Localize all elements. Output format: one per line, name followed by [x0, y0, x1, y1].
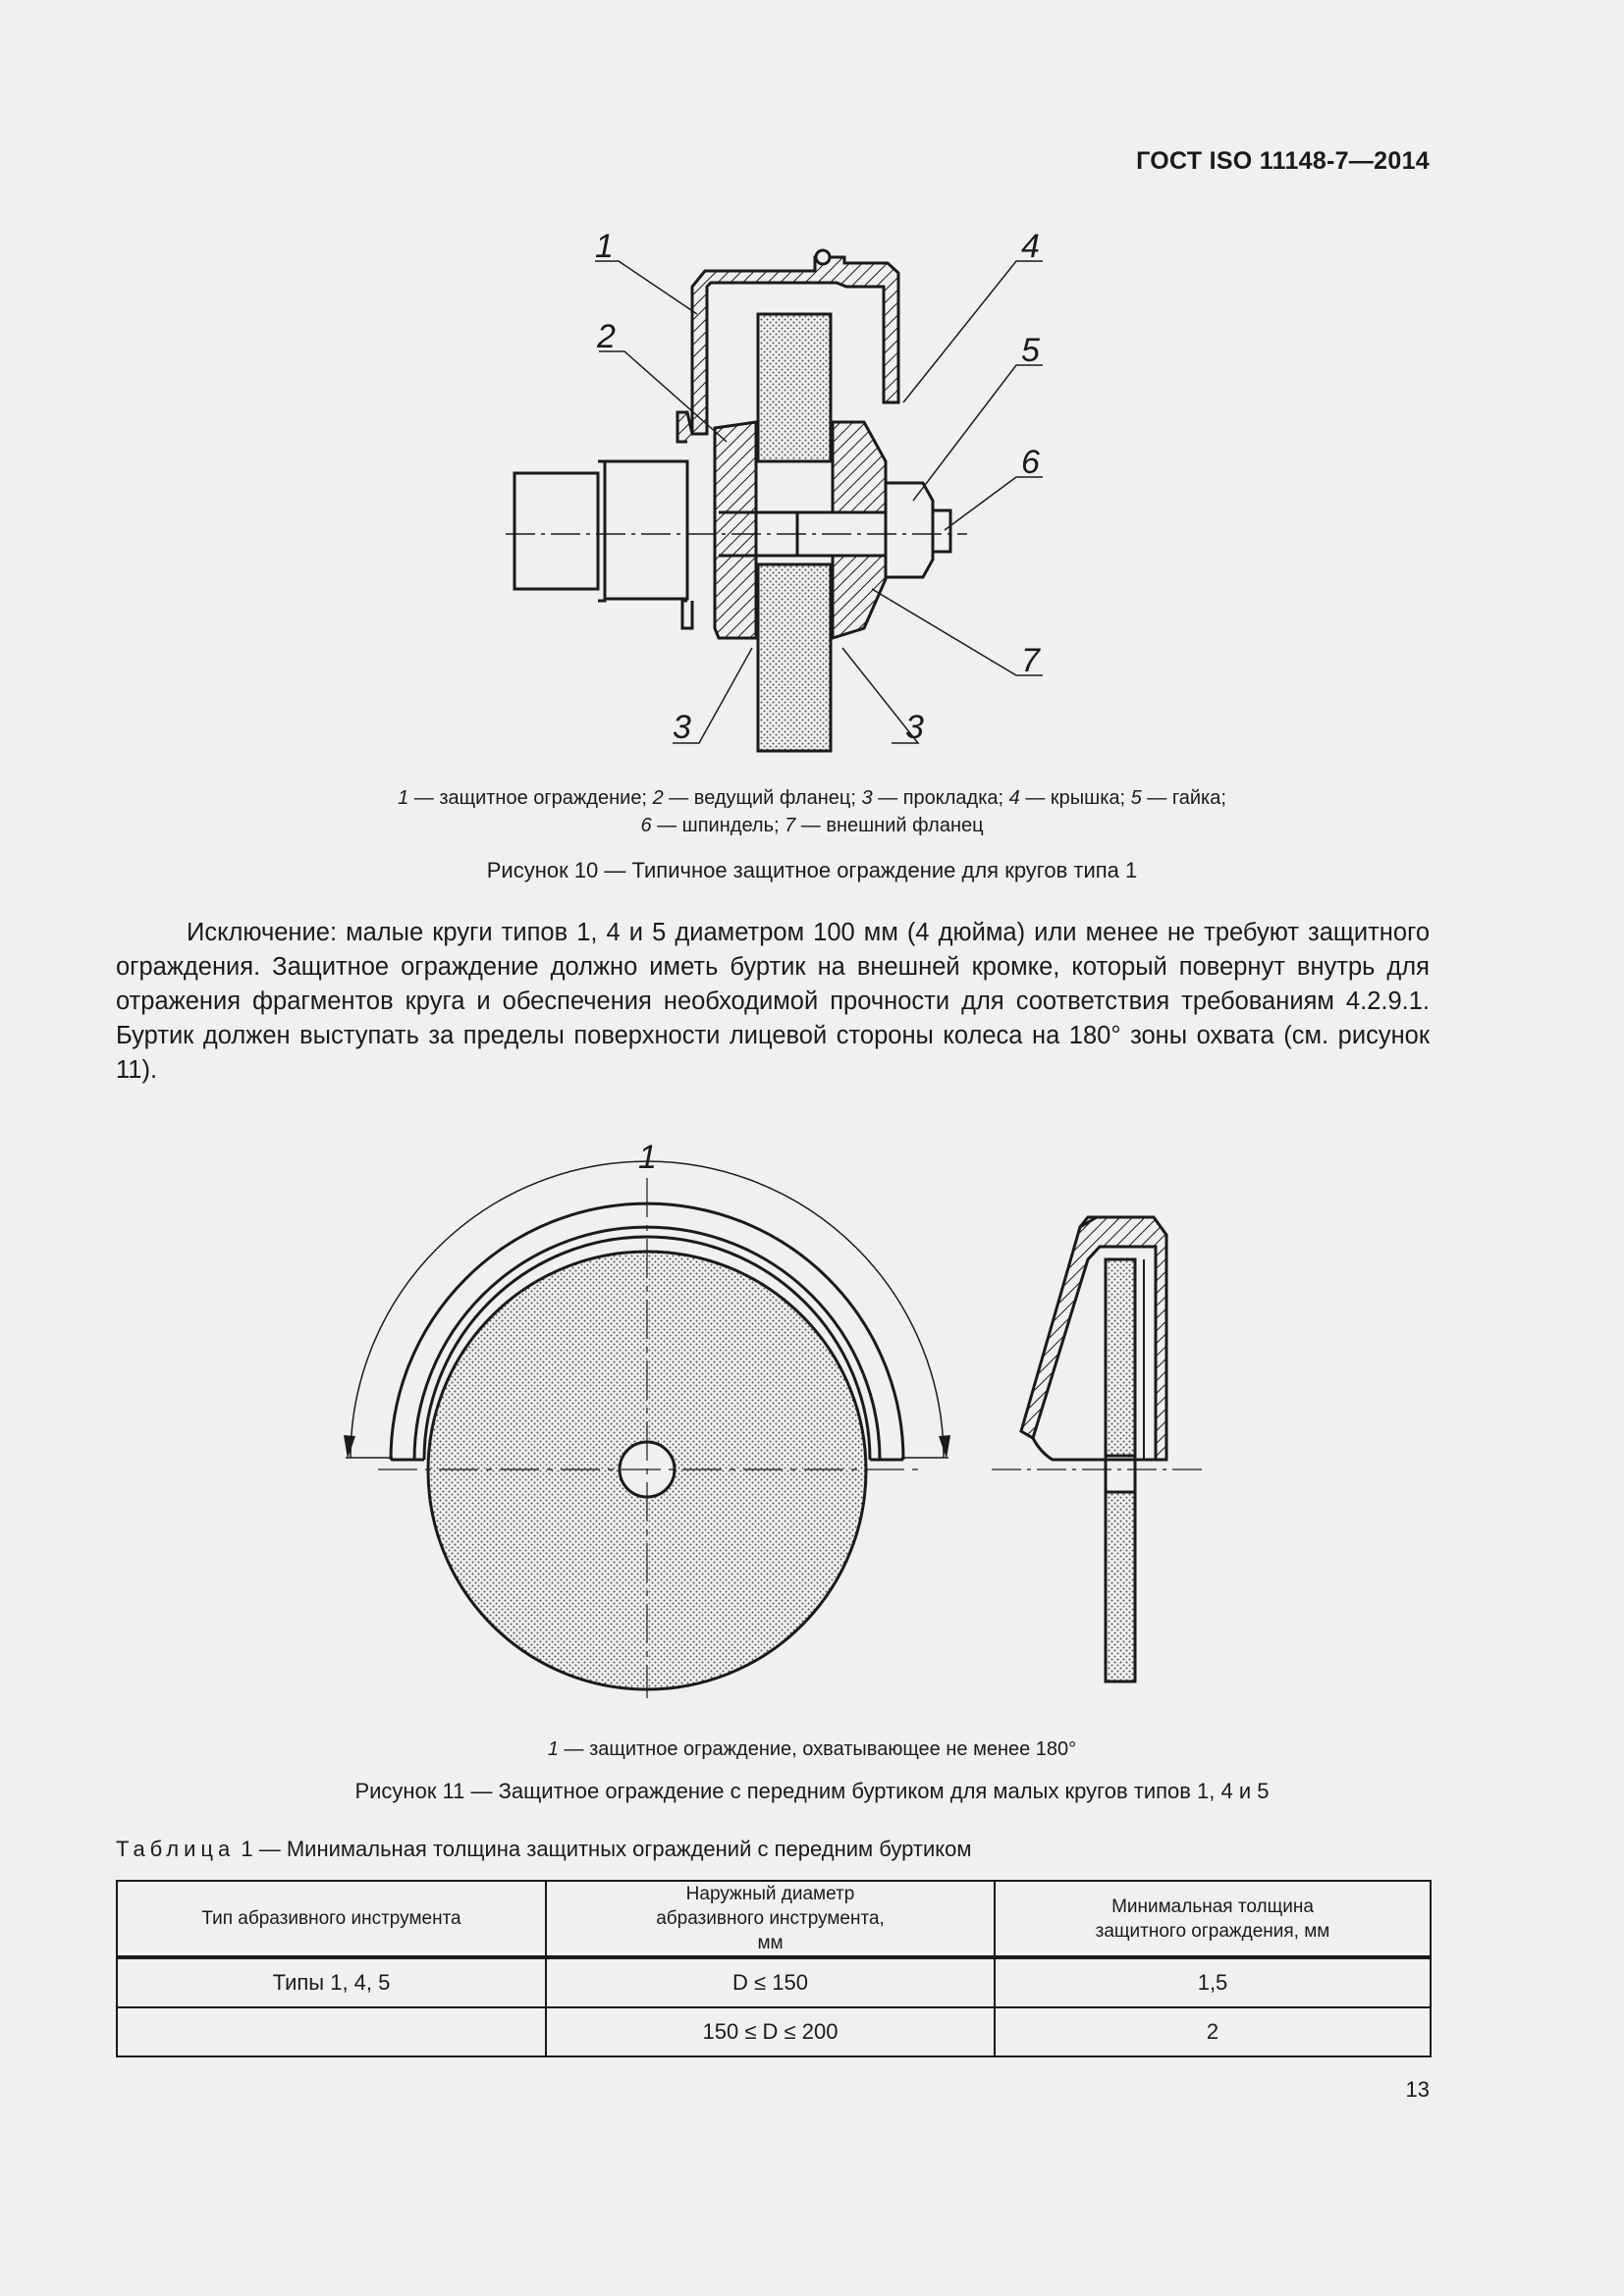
fig10-label-3-left: 3 [673, 709, 691, 746]
table-row [117, 2007, 1431, 2056]
fig10-label-3-right: 3 [905, 709, 924, 746]
table-cell: D ≤ 150 [546, 1957, 995, 2007]
body-paragraph: Исключение: малые круги типов 1, 4 и 5 диаметром 100 мм (4 дюйма) или менее не требуют защитного ограждения. Защитное ограждение должно иметь буртик на внешней кромке, который повернут внутрь для отражения фрагментов круга и обеспечения необходимой прочности для соответствия требованиям 4.2.9.1. Буртик должен выступать за пределы поверхности лицевой стороны колеса на 180° зоны охвата (см. рисунок 11). [116, 919, 1430, 1084]
table-header-row [117, 1881, 1431, 1957]
legend-line-1: 1 — защитное ограждение; 2 — ведущий фланец; 3 — прокладка; 4 — крышка; 5 — гайка; [398, 787, 1226, 809]
table-header-cell: Минимальная толщина защитного ограждения, мм [995, 1881, 1431, 1957]
figure-11-caption: Рисунок 11 — Защитное ограждение с передним буртиком для малых кругов типов 1, 4 и 5 [354, 1779, 1270, 1803]
fig10-label-7: 7 [1021, 642, 1040, 679]
figure-10-legend [0, 784, 1624, 839]
table-cell: 2 [995, 2007, 1431, 2056]
fig10-label-5: 5 [1021, 332, 1040, 369]
table-cell [117, 2007, 546, 2056]
fig10-label-4: 4 [1021, 228, 1040, 265]
fig11-label-1: 1 [638, 1139, 657, 1176]
page-number: 13 [1405, 2077, 1430, 2102]
figure-10-caption: Рисунок 10 — Типичное защитное ограждение для кругов типа 1 [486, 858, 1138, 882]
table-cell: Типы 1, 4, 5 [117, 1957, 546, 2007]
document-header: ГОСТ ISO 11148-7—2014 [1136, 147, 1430, 175]
table-row [117, 1957, 1431, 2007]
figure-11-legend: 1 — защитное ограждение, охватывающее не менее 180° [547, 1738, 1077, 1760]
legend-line-2: 6 — шпиндель; 7 — внешний фланец [640, 815, 984, 836]
table-cell: 1,5 [995, 1957, 1431, 2007]
fig10-label-6: 6 [1021, 444, 1040, 481]
table-title: Таблица 1 — Минимальная толщина защитных ограждений с передним буртиком [116, 1837, 972, 1861]
fig10-label-2: 2 [597, 318, 616, 355]
figure-11-drawing [0, 1129, 1624, 1698]
table-cell: 150 ≤ D ≤ 200 [546, 2007, 995, 2056]
thickness-table [116, 1880, 1432, 2057]
fig10-label-1: 1 [595, 228, 614, 265]
figure-10-drawing [0, 216, 1624, 766]
table-header-cell: Тип абразивного инструмента [117, 1881, 546, 1957]
table-header-cell: Наружный диаметр абразивного инструмента, мм [546, 1881, 995, 1957]
